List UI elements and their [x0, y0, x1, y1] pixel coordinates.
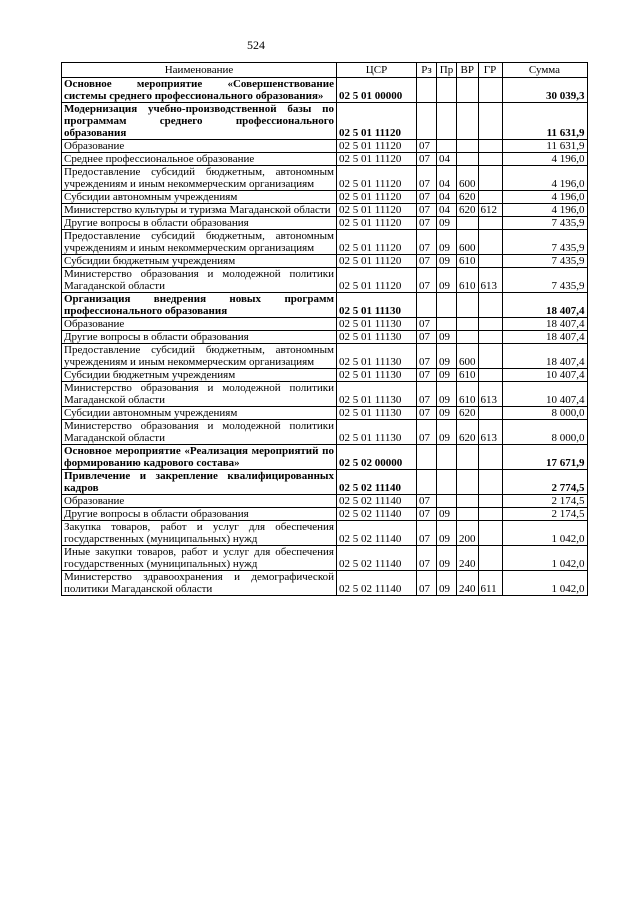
table-row — [62, 78, 588, 103]
cell-rz: 07 — [417, 546, 437, 571]
cell-sum: 30 039,3 — [502, 78, 587, 103]
cell-name: Организация внедрения новых программ профессионального образования — [62, 293, 337, 318]
cell-sum: 4 196,0 — [502, 153, 587, 166]
table-header-row — [62, 63, 588, 78]
cell-sum: 1 042,0 — [502, 571, 587, 596]
cell-rz — [417, 445, 437, 470]
cell-vr: 620 — [457, 407, 479, 420]
cell-name: Другие вопросы в области образования — [62, 331, 337, 344]
cell-sum: 2 174,5 — [502, 508, 587, 521]
cell-sum: 7 435,9 — [502, 255, 587, 268]
cell-csr: 02 5 01 11130 — [337, 382, 417, 407]
cell-vr — [457, 78, 479, 103]
cell-sum: 17 671,9 — [502, 445, 587, 470]
header-csr: ЦСР — [337, 63, 417, 78]
table-row — [62, 293, 588, 318]
cell-gr — [478, 445, 502, 470]
cell-csr: 02 5 01 00000 — [337, 78, 417, 103]
cell-gr: 612 — [478, 204, 502, 217]
cell-csr: 02 5 01 11120 — [337, 268, 417, 293]
cell-gr — [478, 255, 502, 268]
cell-gr — [478, 508, 502, 521]
cell-vr: 610 — [457, 268, 479, 293]
cell-pr: 09 — [437, 268, 457, 293]
cell-rz — [417, 78, 437, 103]
cell-vr — [457, 495, 479, 508]
table-row — [62, 230, 588, 255]
cell-sum: 4 196,0 — [502, 191, 587, 204]
cell-csr: 02 5 02 11140 — [337, 508, 417, 521]
cell-rz: 07 — [417, 382, 437, 407]
cell-pr: 09 — [437, 571, 457, 596]
cell-csr: 02 5 02 11140 — [337, 521, 417, 546]
cell-gr — [478, 78, 502, 103]
cell-rz: 07 — [417, 268, 437, 293]
cell-rz: 07 — [417, 521, 437, 546]
cell-rz: 07 — [417, 191, 437, 204]
table-row — [62, 318, 588, 331]
cell-gr — [478, 318, 502, 331]
cell-pr — [437, 140, 457, 153]
cell-gr — [478, 546, 502, 571]
table-row — [62, 508, 588, 521]
cell-gr — [478, 369, 502, 382]
cell-csr: 02 5 01 11130 — [337, 407, 417, 420]
cell-csr: 02 5 02 00000 — [337, 445, 417, 470]
table-row — [62, 407, 588, 420]
cell-rz: 07 — [417, 344, 437, 369]
cell-vr: 620 — [457, 191, 479, 204]
cell-sum: 2 174,5 — [502, 495, 587, 508]
cell-sum: 2 774,5 — [502, 470, 587, 495]
cell-pr: 04 — [437, 191, 457, 204]
cell-csr: 02 5 01 11120 — [337, 103, 417, 140]
cell-vr — [457, 217, 479, 230]
cell-name: Предоставление субсидий бюджетным, автономным учреждениям и иным некоммерческим организациям — [62, 166, 337, 191]
cell-name: Среднее профессиональное образование — [62, 153, 337, 166]
cell-pr: 09 — [437, 407, 457, 420]
cell-rz — [417, 293, 437, 318]
cell-sum: 1 042,0 — [502, 521, 587, 546]
header-name: Наименование — [62, 63, 337, 78]
cell-rz: 07 — [417, 369, 437, 382]
cell-csr: 02 5 01 11120 — [337, 204, 417, 217]
cell-sum: 18 407,4 — [502, 318, 587, 331]
cell-csr: 02 5 01 11130 — [337, 318, 417, 331]
table-row — [62, 204, 588, 217]
cell-gr — [478, 191, 502, 204]
cell-name: Другие вопросы в области образования — [62, 508, 337, 521]
cell-csr: 02 5 01 11120 — [337, 140, 417, 153]
cell-csr: 02 5 01 11130 — [337, 331, 417, 344]
header-sum: Сумма — [502, 63, 587, 78]
cell-csr: 02 5 02 11140 — [337, 546, 417, 571]
budget-table — [61, 62, 588, 596]
cell-gr — [478, 407, 502, 420]
cell-gr — [478, 495, 502, 508]
cell-pr: 09 — [437, 546, 457, 571]
page-number: 524 — [247, 38, 265, 52]
cell-gr: 611 — [478, 571, 502, 596]
header-rz: Рз — [417, 63, 437, 78]
cell-sum: 8 000,0 — [502, 420, 587, 445]
cell-name: Министерство культуры и туризма Магаданской области — [62, 204, 337, 217]
table-row — [62, 445, 588, 470]
cell-csr: 02 5 02 11140 — [337, 495, 417, 508]
cell-pr — [437, 495, 457, 508]
cell-pr: 09 — [437, 382, 457, 407]
cell-pr — [437, 103, 457, 140]
cell-rz: 07 — [417, 230, 437, 255]
table-row — [62, 546, 588, 571]
cell-name: Другие вопросы в области образования — [62, 217, 337, 230]
cell-name: Предоставление субсидий бюджетным, автономным учреждениям и иным некоммерческим организациям — [62, 230, 337, 255]
cell-pr: 09 — [437, 255, 457, 268]
table-row — [62, 268, 588, 293]
table-row — [62, 140, 588, 153]
cell-gr — [478, 230, 502, 255]
cell-vr — [457, 508, 479, 521]
cell-vr — [457, 318, 479, 331]
cell-csr: 02 5 01 11130 — [337, 420, 417, 445]
cell-csr: 02 5 01 11120 — [337, 217, 417, 230]
cell-sum: 18 407,4 — [502, 293, 587, 318]
cell-sum: 4 196,0 — [502, 204, 587, 217]
cell-vr: 620 — [457, 204, 479, 217]
cell-name: Субсидии бюджетным учреждениям — [62, 369, 337, 382]
cell-name: Министерство образования и молодежной политики Магаданской области — [62, 382, 337, 407]
table-row — [62, 571, 588, 596]
cell-name: Министерство образования и молодежной политики Магаданской области — [62, 420, 337, 445]
cell-rz: 07 — [417, 508, 437, 521]
cell-vr — [457, 293, 479, 318]
cell-pr: 09 — [437, 217, 457, 230]
cell-rz: 07 — [417, 217, 437, 230]
cell-vr: 600 — [457, 166, 479, 191]
cell-rz: 07 — [417, 407, 437, 420]
cell-rz: 07 — [417, 495, 437, 508]
cell-rz: 07 — [417, 571, 437, 596]
cell-pr: 04 — [437, 166, 457, 191]
cell-gr — [478, 521, 502, 546]
cell-name: Образование — [62, 495, 337, 508]
cell-pr: 09 — [437, 344, 457, 369]
cell-pr — [437, 470, 457, 495]
cell-name: Образование — [62, 140, 337, 153]
cell-name: Основное мероприятие «Реализация мероприятий по формированию кадрового состава» — [62, 445, 337, 470]
cell-csr: 02 5 01 11120 — [337, 255, 417, 268]
cell-csr: 02 5 01 11130 — [337, 293, 417, 318]
cell-vr: 600 — [457, 344, 479, 369]
table-row — [62, 420, 588, 445]
cell-csr: 02 5 01 11130 — [337, 344, 417, 369]
cell-vr — [457, 103, 479, 140]
table-row — [62, 153, 588, 166]
cell-name: Закупка товаров, работ и услуг для обеспечения государственных (муниципальных) нужд — [62, 521, 337, 546]
cell-rz — [417, 470, 437, 495]
cell-gr — [478, 140, 502, 153]
cell-csr: 02 5 01 11120 — [337, 230, 417, 255]
cell-name: Субсидии автономным учреждениям — [62, 407, 337, 420]
table-row — [62, 217, 588, 230]
cell-gr — [478, 470, 502, 495]
cell-rz: 07 — [417, 420, 437, 445]
cell-pr — [437, 293, 457, 318]
cell-pr: 09 — [437, 521, 457, 546]
cell-sum: 10 407,4 — [502, 382, 587, 407]
cell-name: Предоставление субсидий бюджетным, автономным учреждениям и иным некоммерческим организациям — [62, 344, 337, 369]
cell-vr: 200 — [457, 521, 479, 546]
cell-name: Образование — [62, 318, 337, 331]
cell-gr — [478, 331, 502, 344]
cell-gr: 613 — [478, 268, 502, 293]
cell-gr — [478, 103, 502, 140]
table-row — [62, 255, 588, 268]
cell-pr: 09 — [437, 230, 457, 255]
cell-name: Субсидии автономным учреждениям — [62, 191, 337, 204]
table-row — [62, 382, 588, 407]
cell-name: Министерство образования и молодежной политики Магаданской области — [62, 268, 337, 293]
cell-gr: 613 — [478, 420, 502, 445]
cell-sum: 18 407,4 — [502, 331, 587, 344]
cell-rz: 07 — [417, 166, 437, 191]
cell-rz: 07 — [417, 140, 437, 153]
cell-vr — [457, 470, 479, 495]
cell-name: Привлечение и закрепление квалифицированных кадров — [62, 470, 337, 495]
cell-rz: 07 — [417, 153, 437, 166]
table-row — [62, 344, 588, 369]
cell-vr — [457, 153, 479, 166]
table-row — [62, 191, 588, 204]
cell-pr — [437, 445, 457, 470]
cell-vr: 240 — [457, 571, 479, 596]
cell-vr: 610 — [457, 255, 479, 268]
cell-csr: 02 5 01 11120 — [337, 166, 417, 191]
cell-gr: 613 — [478, 382, 502, 407]
table-row — [62, 470, 588, 495]
cell-gr — [478, 153, 502, 166]
cell-gr — [478, 293, 502, 318]
cell-sum: 18 407,4 — [502, 344, 587, 369]
cell-name: Субсидии бюджетным учреждениям — [62, 255, 337, 268]
cell-gr — [478, 344, 502, 369]
cell-csr: 02 5 01 11120 — [337, 153, 417, 166]
cell-vr — [457, 140, 479, 153]
cell-vr — [457, 331, 479, 344]
cell-csr: 02 5 01 11120 — [337, 191, 417, 204]
cell-name: Основное мероприятие «Совершенствование системы среднего профессионального образования» — [62, 78, 337, 103]
cell-pr — [437, 78, 457, 103]
cell-sum: 8 000,0 — [502, 407, 587, 420]
cell-sum: 7 435,9 — [502, 268, 587, 293]
cell-pr: 09 — [437, 420, 457, 445]
table-row — [62, 521, 588, 546]
cell-sum: 7 435,9 — [502, 230, 587, 255]
cell-pr: 09 — [437, 331, 457, 344]
cell-name: Министерство здравоохранения и демографической политики Магаданской области — [62, 571, 337, 596]
cell-rz: 07 — [417, 318, 437, 331]
cell-name: Модернизация учебно-производственной базы по программам среднего профессионального образования — [62, 103, 337, 140]
cell-sum: 10 407,4 — [502, 369, 587, 382]
cell-vr — [457, 445, 479, 470]
cell-pr: 09 — [437, 508, 457, 521]
cell-vr: 620 — [457, 420, 479, 445]
table-row — [62, 495, 588, 508]
cell-sum: 11 631,9 — [502, 140, 587, 153]
cell-rz: 07 — [417, 255, 437, 268]
cell-csr: 02 5 02 11140 — [337, 470, 417, 495]
cell-rz: 07 — [417, 331, 437, 344]
header-gr: ГР — [478, 63, 502, 78]
table-row — [62, 103, 588, 140]
cell-name: Иные закупки товаров, работ и услуг для обеспечения государственных (муниципальных) нужд — [62, 546, 337, 571]
cell-gr — [478, 217, 502, 230]
cell-vr: 600 — [457, 230, 479, 255]
cell-sum: 4 196,0 — [502, 166, 587, 191]
table-row — [62, 166, 588, 191]
cell-gr — [478, 166, 502, 191]
table-row — [62, 331, 588, 344]
cell-sum: 1 042,0 — [502, 546, 587, 571]
cell-vr: 240 — [457, 546, 479, 571]
cell-sum: 11 631,9 — [502, 103, 587, 140]
cell-sum: 7 435,9 — [502, 217, 587, 230]
cell-pr: 04 — [437, 153, 457, 166]
cell-pr — [437, 318, 457, 331]
cell-csr: 02 5 01 11130 — [337, 369, 417, 382]
cell-pr: 09 — [437, 369, 457, 382]
cell-csr: 02 5 02 11140 — [337, 571, 417, 596]
cell-rz: 07 — [417, 204, 437, 217]
header-pr: Пр — [437, 63, 457, 78]
cell-vr: 610 — [457, 382, 479, 407]
header-vr: ВР — [457, 63, 479, 78]
cell-rz — [417, 103, 437, 140]
table-row — [62, 369, 588, 382]
cell-pr: 04 — [437, 204, 457, 217]
cell-vr: 610 — [457, 369, 479, 382]
